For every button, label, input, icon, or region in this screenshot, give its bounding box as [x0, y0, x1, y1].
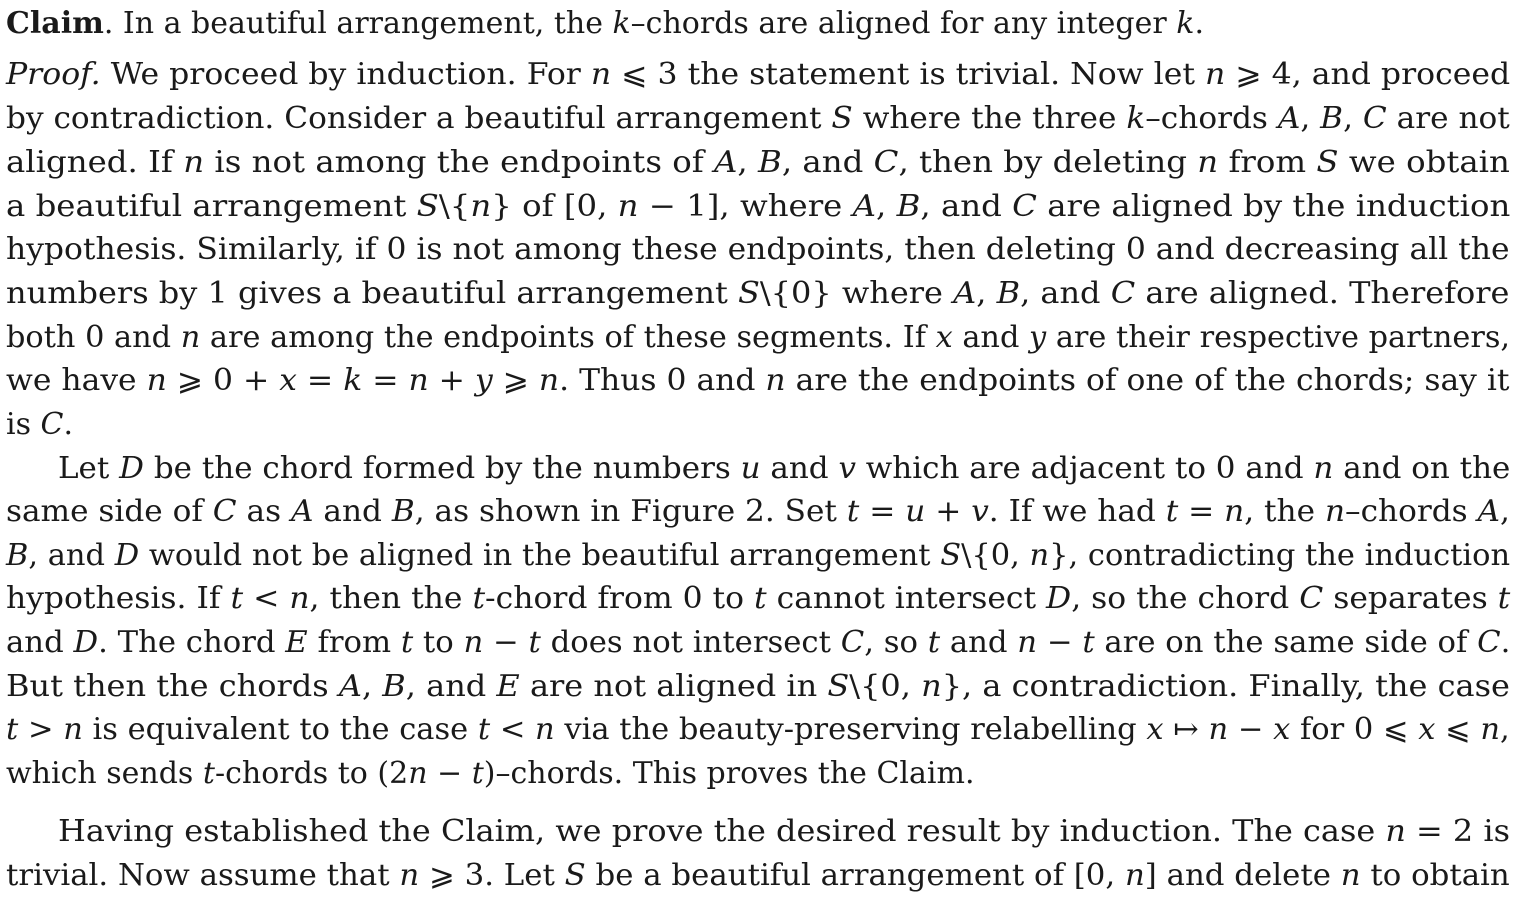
- math-symbol: k: [343, 363, 363, 398]
- text-run: same side of: [6, 494, 213, 529]
- text-run: , and: [781, 145, 874, 180]
- text-run: are aligned by the induction: [1036, 189, 1511, 224]
- text-line: [6, 407, 73, 447]
- math-symbol: C: [212, 494, 237, 529]
- math-symbol: B: [896, 189, 921, 224]
- text-run: <: [490, 712, 536, 747]
- text-run: are on the same side of: [1094, 625, 1478, 660]
- math-symbol: A: [1277, 101, 1301, 136]
- math-symbol: t: [528, 625, 541, 660]
- text-line: [6, 57, 1510, 97]
- text-run: trivial. Now assume that: [6, 858, 400, 893]
- text-line: [6, 320, 1510, 360]
- text-run: hypothesis. If: [6, 581, 231, 616]
- text-run: which are adjacent to 0 and: [855, 451, 1314, 486]
- text-line: [6, 581, 1510, 621]
- text-line: [58, 451, 1510, 491]
- text-run: are their respective partners,: [1046, 320, 1511, 355]
- math-symbol: B: [391, 494, 415, 529]
- text-line: [6, 6, 1204, 46]
- text-run: -chord from 0 to: [485, 581, 755, 616]
- text-line: [6, 276, 1509, 316]
- math-symbol: C: [1362, 101, 1387, 136]
- math-symbol: A: [714, 145, 738, 180]
- math-symbol: n: [765, 363, 786, 398]
- text-run: − 1], where: [638, 189, 853, 224]
- text-run: ⩾ 3. Let: [419, 858, 565, 893]
- math-symbol: n: [289, 581, 310, 616]
- math-symbol: A: [1477, 494, 1501, 529]
- text-run: +: [925, 494, 972, 529]
- math-symbol: n: [63, 712, 83, 747]
- text-run: to: [413, 625, 464, 660]
- math-symbol: x: [1273, 712, 1291, 747]
- text-line: [6, 363, 1510, 403]
- math-symbol: n: [463, 625, 484, 660]
- claim-label: Claim: [6, 6, 104, 41]
- text-run: ,: [1500, 494, 1510, 529]
- text-run: as: [236, 494, 291, 529]
- text-run: We proceed by induction. For: [100, 57, 591, 92]
- text-run: , the: [1244, 494, 1325, 529]
- text-run: ↦: [1163, 712, 1209, 747]
- text-run: for 0 ⩽: [1290, 712, 1419, 747]
- text-line: [6, 101, 1510, 141]
- text-run: –chords: [1145, 101, 1278, 136]
- text-run: Let: [58, 451, 120, 486]
- text-run: \{: [438, 189, 471, 224]
- math-symbol: S: [737, 276, 760, 311]
- math-symbol: A: [852, 189, 877, 224]
- text-run: is: [6, 407, 41, 442]
- math-symbol: S: [940, 538, 962, 573]
- math-symbol: x: [935, 320, 953, 355]
- math-symbol: A: [290, 494, 314, 529]
- text-run: be a beautiful arrangement of [0,: [585, 858, 1125, 893]
- text-run: where the three: [852, 101, 1127, 136]
- text-run: ⩽ 3 the statement is trivial. Now let: [611, 57, 1205, 92]
- text-run: a beautiful arrangement: [6, 189, 417, 224]
- text-run: and: [6, 625, 74, 660]
- text-run: ⩽: [1435, 712, 1481, 747]
- text-run: −: [427, 756, 472, 791]
- math-symbol: t: [471, 756, 484, 791]
- text-run: ⩾ 0 +: [166, 363, 280, 398]
- math-symbol: B: [1320, 101, 1344, 136]
- math-symbol: Proof.: [6, 57, 101, 92]
- math-symbol: A: [338, 669, 362, 704]
- text-line: [6, 538, 1510, 578]
- text-line: [6, 494, 1510, 534]
- math-symbol: n: [1313, 451, 1334, 486]
- math-symbol: k: [1126, 101, 1146, 136]
- text-run: we have: [6, 363, 147, 398]
- text-run: –chords are aligned for any integer: [630, 6, 1177, 41]
- text-run: −: [1037, 625, 1083, 660]
- math-symbol: t: [202, 756, 215, 791]
- text-run: –chords: [1345, 494, 1478, 529]
- text-run: hypothesis. Similarly, if 0 is not among these endpoints, then deleting 0 and decreasing all the: [6, 232, 1510, 267]
- text-run: ,: [737, 145, 759, 180]
- math-symbol: D: [119, 451, 145, 486]
- math-symbol: C: [1110, 276, 1136, 311]
- math-symbol: B: [382, 669, 406, 704]
- text-run: But then the chords: [6, 669, 339, 704]
- math-symbol: n: [1340, 858, 1361, 893]
- text-run: \{0,: [961, 538, 1030, 573]
- text-run: from: [1218, 145, 1317, 180]
- text-run: >: [18, 712, 64, 747]
- text-line: [6, 756, 974, 796]
- math-symbol: D: [114, 538, 140, 573]
- math-symbol: v: [971, 494, 989, 529]
- math-symbol: n: [180, 320, 201, 355]
- math-symbol: C: [1477, 625, 1501, 660]
- text-run: , and: [28, 538, 115, 573]
- text-run: from: [307, 625, 401, 660]
- math-symbol: t: [400, 625, 414, 660]
- math-symbol: n: [1208, 712, 1229, 747]
- text-run: +: [428, 363, 475, 398]
- text-run: and: [940, 625, 1018, 660]
- math-symbol: n: [1017, 625, 1038, 660]
- text-run: by contradiction. Consider a beautiful arrangement: [6, 101, 832, 136]
- text-run: . The chord: [98, 625, 286, 660]
- text-run: \{0,: [849, 669, 922, 704]
- text-run: ,: [1343, 101, 1363, 136]
- text-run: be the chord formed by the numbers: [144, 451, 741, 486]
- text-run: are not: [1386, 101, 1510, 136]
- math-symbol: n: [538, 363, 560, 398]
- text-run: ,: [1499, 712, 1510, 747]
- math-symbol: C: [1299, 581, 1324, 616]
- math-symbol: n: [1197, 145, 1219, 180]
- text-run: , so: [864, 625, 928, 660]
- text-run: , so the chord: [1071, 581, 1300, 616]
- math-symbol: B: [758, 145, 782, 180]
- text-run: to obtain: [1360, 858, 1510, 893]
- math-symbol: u: [905, 494, 926, 529]
- text-line: [58, 814, 1510, 854]
- text-line: [6, 669, 1510, 709]
- text-run: }, contradicting the induction: [1049, 538, 1511, 573]
- text-run: are not aligned in: [519, 669, 828, 704]
- math-symbol: u: [740, 451, 761, 486]
- text-run: .: [1500, 625, 1511, 660]
- text-run: both 0 and: [6, 320, 181, 355]
- math-symbol: k: [612, 6, 631, 41]
- text-run: does not intersect: [540, 625, 841, 660]
- math-symbol: n: [617, 189, 639, 224]
- text-run: =: [362, 363, 409, 398]
- text-line: [6, 712, 1510, 752]
- text-run: and on the: [1333, 451, 1511, 486]
- text-run: ,: [876, 189, 897, 224]
- math-symbol: x: [1146, 712, 1164, 747]
- text-run: , and: [920, 189, 1013, 224]
- text-run: , and: [1020, 276, 1111, 311]
- math-symbol: t: [472, 581, 486, 616]
- text-line: [6, 858, 1510, 898]
- text-run: \{0} where: [759, 276, 954, 311]
- math-symbol: t: [1165, 494, 1179, 529]
- text-run: numbers by 1 gives a beautiful arrangement: [6, 276, 738, 311]
- text-run: cannot intersect: [766, 581, 1047, 616]
- text-line: [6, 145, 1510, 185]
- text-run: Having established the Claim, we prove the desired result by induction. The case: [58, 814, 1386, 849]
- math-symbol: n: [1224, 494, 1245, 529]
- math-symbol: C: [873, 145, 899, 180]
- math-symbol: t: [754, 581, 767, 616]
- text-run: which sends: [6, 756, 203, 791]
- text-run: =: [296, 363, 344, 398]
- text-run: =: [859, 494, 906, 529]
- text-run: =: [1178, 494, 1225, 529]
- math-symbol: n: [1480, 712, 1500, 747]
- text-run: ,: [1300, 101, 1321, 136]
- text-run: aligned. If: [6, 145, 184, 180]
- text-run: we obtain: [1338, 145, 1510, 180]
- math-symbol: n: [146, 363, 167, 398]
- math-symbol: y: [474, 363, 493, 398]
- math-symbol: k: [1176, 6, 1195, 41]
- text-run: −: [1228, 712, 1274, 747]
- math-symbol: n: [535, 712, 555, 747]
- math-symbol: B: [6, 538, 29, 573]
- math-symbol: A: [953, 276, 977, 311]
- math-symbol: n: [408, 756, 428, 791]
- math-symbol: n: [1324, 494, 1346, 529]
- text-run: . If we had: [988, 494, 1166, 529]
- math-symbol: n: [1124, 858, 1145, 893]
- math-symbol: n: [590, 57, 612, 92]
- text-run: is equivalent to the case: [82, 712, 478, 747]
- text-line: [6, 232, 1510, 272]
- math-symbol: t: [927, 625, 941, 660]
- math-symbol: S: [827, 669, 850, 704]
- math-symbol: n: [408, 363, 429, 398]
- text-run: and: [952, 320, 1030, 355]
- math-symbol: E: [496, 669, 520, 704]
- text-run: −: [483, 625, 529, 660]
- text-run: )–chords. This proves the Claim.: [483, 756, 975, 791]
- text-run: .: [1194, 6, 1204, 41]
- text-run: are aligned. Therefore: [1135, 276, 1510, 311]
- math-symbol: t: [6, 712, 19, 747]
- text-run: -chords to (2: [214, 756, 409, 791]
- text-run: via the beauty-preserving relabelling: [554, 712, 1147, 747]
- math-symbol: S: [831, 101, 853, 136]
- math-symbol: t: [230, 581, 244, 616]
- math-symbol: C: [840, 625, 865, 660]
- text-run: ,: [976, 276, 997, 311]
- text-line: [6, 625, 1510, 665]
- text-run: ⩾: [492, 363, 539, 398]
- text-run: , then by deleting: [898, 145, 1198, 180]
- math-symbol: x: [279, 363, 297, 398]
- text-run: <: [243, 581, 290, 616]
- text-run: ,: [361, 669, 383, 704]
- math-symbol: x: [1418, 712, 1436, 747]
- math-symbol: y: [1029, 320, 1047, 355]
- math-symbol: t: [846, 494, 860, 529]
- math-symbol: v: [838, 451, 856, 486]
- math-symbol: n: [399, 858, 420, 893]
- math-symbol: n: [183, 145, 205, 180]
- text-run: }, a contradiction. Finally, the case: [941, 669, 1510, 704]
- text-run: and: [313, 494, 392, 529]
- math-symbol: D: [73, 625, 99, 660]
- text-run: ⩾ 4, and proceed: [1225, 57, 1511, 92]
- text-run: would not be aligned in the beautiful arrangement: [139, 538, 941, 573]
- math-symbol: E: [285, 625, 308, 660]
- text-run: , then the: [309, 581, 473, 616]
- text-line: [6, 189, 1510, 229]
- math-symbol: S: [1316, 145, 1339, 180]
- text-run: , as shown in Figure 2. Set: [414, 494, 847, 529]
- text-run: . Thus 0 and: [559, 363, 766, 398]
- text-run: } of [0,: [491, 189, 618, 224]
- text-run: are among the endpoints of these segments. If: [200, 320, 936, 355]
- math-symbol: C: [40, 407, 64, 442]
- text-run: = 2 is: [1405, 814, 1510, 849]
- text-run: , and: [405, 669, 497, 704]
- math-symbol: t: [1082, 625, 1095, 660]
- math-symbol: S: [416, 189, 439, 224]
- math-symbol: n: [921, 669, 942, 704]
- text-run: are the endpoints of one of the chords; say it: [785, 363, 1510, 398]
- text-run: . In a beautiful arrangement, the: [103, 6, 613, 41]
- math-symbol: S: [564, 858, 586, 893]
- math-symbol: B: [996, 276, 1021, 311]
- math-symbol: n: [1385, 814, 1406, 849]
- text-run: and: [760, 451, 839, 486]
- math-symbol: n: [470, 189, 492, 224]
- text-run: .: [63, 407, 74, 442]
- math-symbol: n: [1029, 538, 1050, 573]
- math-symbol: t: [477, 712, 491, 747]
- math-symbol: n: [1204, 57, 1226, 92]
- text-run: ] and delete: [1144, 858, 1341, 893]
- math-symbol: D: [1046, 581, 1072, 616]
- math-symbol: t: [1497, 581, 1511, 616]
- text-run: is not among the endpoints of: [204, 145, 715, 180]
- text-run: separates: [1323, 581, 1498, 616]
- math-symbol: C: [1012, 189, 1037, 224]
